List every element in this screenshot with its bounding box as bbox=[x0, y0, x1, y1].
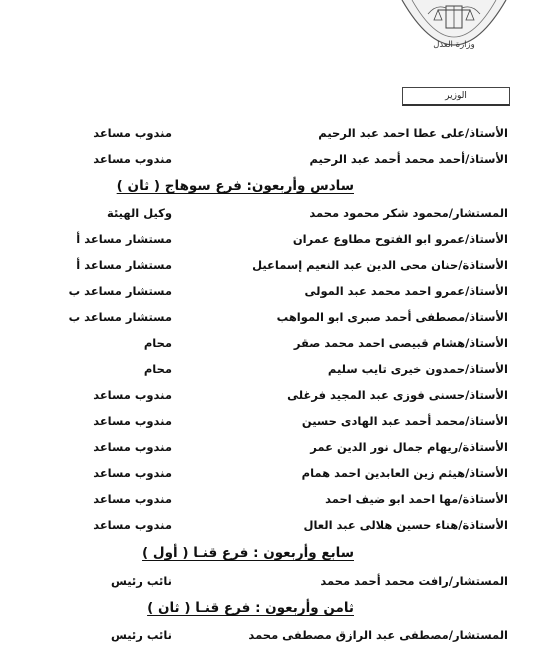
list-item bbox=[0, 228, 546, 252]
member-role: مستشار مساعد ب bbox=[68, 284, 172, 298]
member-name: الأستاذ/مصطفى أحمد صبرى ابو المواهب bbox=[276, 310, 508, 324]
member-name: الأستاذ/هشام قبيصى احمد محمد صقر bbox=[293, 336, 508, 350]
member-name: الأستاذة/ريهام جمال نور الدين عمر bbox=[310, 440, 508, 454]
member-name: المستشار/محمود شكر محمود محمد bbox=[309, 206, 508, 220]
section-heading bbox=[0, 175, 546, 199]
list-item bbox=[0, 306, 546, 330]
member-name: الأستاذ/عمرو احمد محمد عبد المولى bbox=[304, 284, 508, 298]
section-heading-text: سابع وأربعون : فرع قنـا ( أول ) bbox=[142, 545, 354, 561]
list-item bbox=[0, 570, 546, 594]
section-heading bbox=[0, 542, 546, 566]
list-item bbox=[0, 254, 546, 278]
member-name: الأستاذة/مها احمد ابو ضيف احمد bbox=[325, 492, 508, 506]
member-name: الأستاذ/هيثم زين العابدين احمد همام bbox=[301, 466, 508, 480]
member-role: محام bbox=[143, 362, 172, 376]
list-item bbox=[0, 358, 546, 382]
list-item bbox=[0, 436, 546, 460]
list-item bbox=[0, 122, 546, 146]
section-heading-text: ثامن وأربعون : فرع قنـا ( ثان ) bbox=[147, 600, 354, 616]
member-name: المستشار/رافت محمد أحمد محمد bbox=[320, 574, 508, 588]
list-item bbox=[0, 462, 546, 486]
member-role: نائب رئيس bbox=[110, 628, 172, 642]
section-heading-text: سادس وأربعون: فرع سوهاج ( ثان ) bbox=[116, 178, 354, 194]
member-role: مستشار مساعد ب bbox=[68, 310, 172, 324]
list-item bbox=[0, 280, 546, 304]
list-item bbox=[0, 384, 546, 408]
member-role: مندوب مساعد bbox=[93, 440, 172, 454]
member-role: نائب رئيس bbox=[110, 574, 172, 588]
list-item bbox=[0, 514, 546, 538]
ministry-emblem bbox=[398, 0, 510, 64]
member-name: الأستاذ/عمرو ابو الفتوح مطاوع عمران bbox=[292, 232, 508, 246]
member-role: مندوب مساعد bbox=[93, 466, 172, 480]
member-role: مستشار مساعد أ bbox=[76, 232, 172, 246]
member-role: محام bbox=[143, 336, 172, 350]
list-item bbox=[0, 624, 546, 648]
member-name: الأستاذ/أحمد محمد أحمد عبد الرحيم bbox=[309, 152, 508, 166]
minister-label: الوزير bbox=[445, 91, 467, 101]
member-name: الأستاذ/محمد أحمد عبد الهادى حسين bbox=[301, 414, 508, 428]
member-name: المستشار/مصطفى عبد الرازق مصطفى محمد bbox=[248, 628, 508, 642]
member-role: مندوب مساعد bbox=[93, 492, 172, 506]
member-role: مندوب مساعد bbox=[93, 152, 172, 166]
list-item bbox=[0, 410, 546, 434]
member-name: الأستاذة/حنان محى الدين عبد النعيم إسماعيل bbox=[252, 258, 508, 272]
list-item bbox=[0, 202, 546, 226]
emblem-caption: وزارة العدل bbox=[433, 40, 475, 50]
list-item bbox=[0, 332, 546, 356]
minister-label-box bbox=[402, 87, 510, 106]
list-item bbox=[0, 148, 546, 172]
member-name: الأستاذ/حسنى فوزى عبد المجيد فرغلى bbox=[287, 388, 508, 402]
member-role: مندوب مساعد bbox=[93, 388, 172, 402]
member-role: مستشار مساعد أ bbox=[76, 258, 172, 272]
member-name: الأستاذة/هناء حسين هلالى عبد العال bbox=[303, 518, 508, 532]
member-role: مندوب مساعد bbox=[93, 126, 172, 140]
member-name: الأستاذ/على عطا احمد عبد الرحيم bbox=[318, 126, 508, 140]
list-item bbox=[0, 488, 546, 512]
member-role: مندوب مساعد bbox=[93, 414, 172, 428]
section-heading bbox=[0, 597, 546, 621]
member-name: الأستاذ/حمدون خيرى تايب سليم bbox=[327, 362, 508, 376]
member-role: مندوب مساعد bbox=[93, 518, 172, 532]
member-role: وكيل الهيئة bbox=[106, 206, 172, 220]
